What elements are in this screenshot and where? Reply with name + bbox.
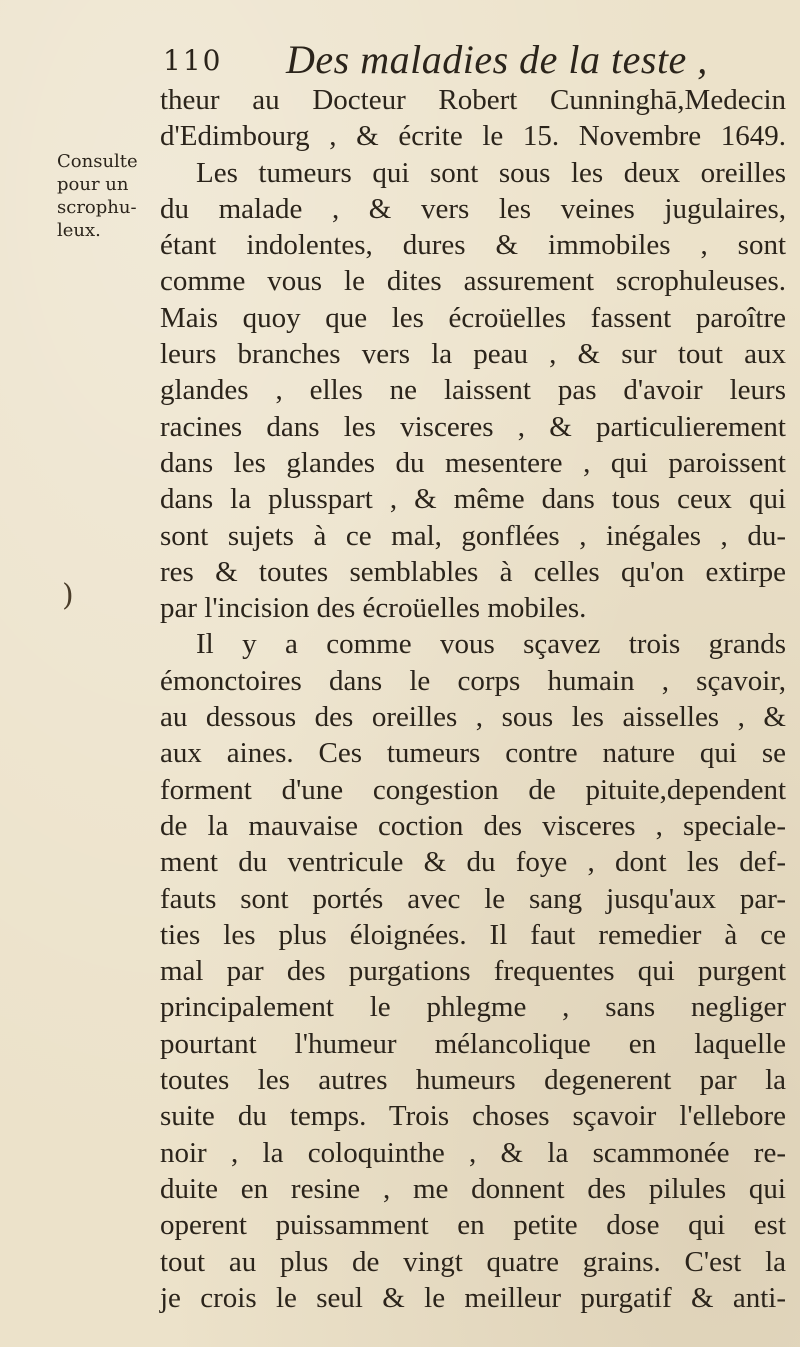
text-line: mal par des purgations frequentes qui purgent <box>160 955 786 988</box>
margin-note-line: leux. <box>57 220 101 241</box>
text-line: je crois le seul & le meilleur purgatif & anti- <box>160 1281 786 1314</box>
text-line: ment du ventricule & du foye , dont les def- <box>160 846 786 879</box>
text-line: pourtant l'humeur mélancolique en laquelle <box>160 1027 786 1060</box>
text-line: comme vous le dites assurement scrophuleuses. <box>160 265 786 298</box>
text-line: racines dans les visceres , & particulierement <box>160 410 786 443</box>
text-line: d'Edimbourg , & écrite le 15. Novembre 1649. <box>160 120 786 153</box>
text-line: principalement le phlegme , sans negliger <box>160 991 786 1024</box>
text-line: forment d'une congestion de pituite,dependent <box>160 773 786 806</box>
text-line: duite en resine , me donnent des pilules qui <box>160 1172 786 1205</box>
text-line: par l'incision des écroüelles mobiles. <box>160 592 587 625</box>
text-line: Mais quoy que les écroüelles fassent paroître <box>160 301 786 334</box>
text-line: operent puissamment en petite dose qui est <box>160 1209 786 1242</box>
text-line: toutes les autres humeurs degenerent par la <box>160 1064 786 1097</box>
page-number: 110 <box>163 44 223 77</box>
text-line: sont sujets à ce mal, gonflées , inégales , du- <box>160 519 786 552</box>
text-line: fauts sont portés avec le sang jusqu'aux par- <box>160 882 786 915</box>
text-line: du malade , & vers les veines jugulaires, <box>160 192 786 225</box>
margin-note-line: Consulte <box>57 151 138 172</box>
text-line: suite du temps. Trois choses sçavoir l'ellebore <box>160 1100 786 1133</box>
text-line: dans la plusspart , & même dans tous ceux qui <box>160 483 786 516</box>
body-text <box>160 82 786 1316</box>
text-line: glandes , elles ne laissent pas d'avoir leurs <box>160 374 786 407</box>
text-line: res & toutes semblables à celles qu'on extirpe <box>160 555 786 588</box>
text-line: aux aines. Ces tumeurs contre nature qui se <box>160 737 786 770</box>
margin-note-line: scrophu- <box>57 197 137 218</box>
text-line: émonctoires dans le corps humain , sçavoir, <box>160 664 786 697</box>
text-line: Les tumeurs qui sont sous les deux oreilles <box>196 156 786 189</box>
text-line: Il y a comme vous sçavez trois grands <box>196 628 786 661</box>
text-line: au dessous des oreilles , sous les aisselles , & <box>160 701 786 734</box>
margin-note-line: pour un <box>57 174 129 195</box>
text-line: dans les glandes du mesentere , qui paroissent <box>160 446 786 479</box>
text-line: theur au Docteur Robert Cunninghā,Medecin <box>160 84 786 116</box>
text-line: tout au plus de vingt quatre grains. C'est la <box>160 1245 786 1278</box>
running-head: Des maladies de la teste , <box>286 37 708 82</box>
text-line: de la mauvaise coction des visceres , speciale- <box>160 809 786 842</box>
margin-bracket-mark: ) <box>62 578 74 613</box>
text-line: étant indolentes, dures & immobiles , sont <box>160 229 786 262</box>
text-line: noir , la coloquinthe , & la scammonée re- <box>160 1136 786 1169</box>
text-line: ties les plus éloignées. Il faut remedier à ce <box>160 918 786 951</box>
text-line: leurs branches vers la peau , & sur tout aux <box>160 338 786 371</box>
margin-note <box>57 150 157 242</box>
